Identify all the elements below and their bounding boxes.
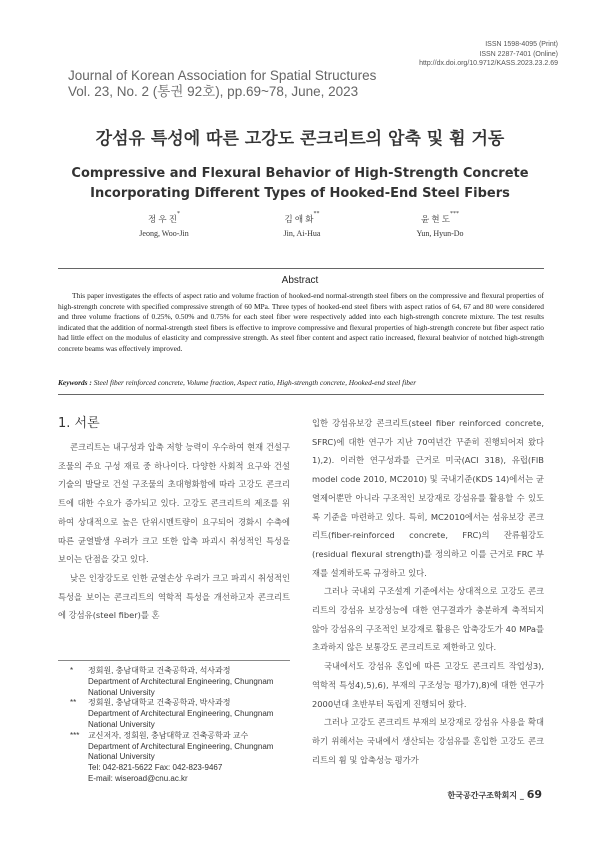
abstract-bottom-rule xyxy=(58,394,544,395)
footnote-2-line2: Department of Architectural Engineering, Chungnam National University xyxy=(88,709,274,729)
footnote-1-line2: Department of Architectural Engineering, Chungnam National University xyxy=(88,676,274,697)
author-2-english: Jin, Ai-Hua xyxy=(283,229,321,238)
author-3-korean: 윤 현 도 xyxy=(421,214,450,224)
title-english xyxy=(0,164,600,204)
footnote-2-line1: 정회원, 충남대학교 건축공학과, 박사과정 xyxy=(88,698,231,708)
left-paragraph-1: 콘크리트는 내구성과 압축 저항 능력이 우수하여 현재 건설구조물의 주요 구성 재료 중 하나이다. 다양한 사회적 요구와 건설기술의 발달로 건설 구조물의 초대형화함에 따라 고강도 콘크리트에 대한 수요가 증가되고 있다. 고강도 콘크리트의 제조를 위하여 상대적으로 높은 단위시멘트량이 요구되어 경화시 수축에 따른 균열발생 우려가 크고 또한 압축 파괴시 취성적인 특성을 보이는 단점을 갖고 있다. xyxy=(58,442,290,565)
journal-header xyxy=(68,68,376,100)
contact-email[interactable]: E-mail: wiseroad@cnu.ac.kr xyxy=(88,773,188,783)
author-3-mark: *** xyxy=(449,211,459,217)
footnote-1 xyxy=(70,666,300,698)
page-footer xyxy=(448,788,542,801)
footnote-1-line1: 정회원, 충남대학교 건축공학과, 석사과정 xyxy=(88,666,231,675)
footnote-1-mark: * xyxy=(70,666,74,675)
author-2 xyxy=(222,213,382,238)
issn-print: ISSN 1598-4095 (Print) xyxy=(485,41,558,48)
author-1-korean: 정 우 진 xyxy=(148,214,177,224)
footnote-2 xyxy=(70,698,300,730)
right-column xyxy=(312,414,544,769)
author-3 xyxy=(360,213,520,238)
abstract-heading: Abstract xyxy=(281,275,319,286)
footnote-3-line1: 교신저자, 정회원, 충남대학교 건축공학과 교수 xyxy=(88,730,249,740)
footnote-3-line2: Department of Architectural Engineering, Chungnam National University xyxy=(88,741,274,762)
footer-journal: 한국공간구조학회지 _ xyxy=(447,791,524,800)
author-2-korean: 김 애 화 xyxy=(284,214,314,224)
title-english-line2: Incorporating Different Types of Hooked-End Steel Fibers xyxy=(90,186,510,201)
section-heading: 1. 서론 xyxy=(58,416,100,431)
contact-tel-fax: Tel: 042-821-5622 Fax: 042-823-9467 xyxy=(88,763,223,773)
author-2-mark: ** xyxy=(313,211,320,217)
abstract-body: This paper investigates the effects of aspect ratio and volume fraction of hooked-end normal-strength steel fibers on the compressive and flexural properties of high-strength concrete with specified compressive strength of 60 MPa. Three types of hooked-end steel fibers with aspect ratios of 64, 67 and 80 were considered and three volume fractions of 0.25%, 0.50% and 0.75% for each steel fiber were respectively added into each high-strength concrete mixture. The test results indicated that the addition of normal-strength steel fibers is effective to improve compressive and flexural properties of high-strength concrete but fiber aspect ratio had little effect on the modulus of elasticity and compressive strength. As steel fiber content and aspect ratio increased, flexural beahvior of notched high-strength concrete beams was effectively improved. xyxy=(58,291,544,353)
left-paragraph-2: 낮은 인장강도로 인한 균열손상 우려가 크고 파괴시 취성적인 특성을 보이는 콘크리트의 역학적 특성을 개선하고자 콘크리트에 강섬유(steel fiber)를 혼 xyxy=(58,572,290,621)
author-1 xyxy=(84,213,244,238)
keywords xyxy=(58,378,544,387)
left-column xyxy=(58,438,290,625)
author-3-english: Yun, Hyun-Do xyxy=(416,229,464,238)
issn-online: ISSN 2287-7401 (Online) xyxy=(479,50,558,58)
author-1-english: Jeong, Woo-Jin xyxy=(139,229,189,238)
page-number: 69 xyxy=(526,788,542,801)
keywords-label: Keywords : xyxy=(58,378,92,387)
footnote-rule xyxy=(58,660,290,661)
footnote-3-mark: *** xyxy=(70,730,80,740)
title-korean: 강섬유 특성에 따른 고강도 콘크리트의 압축 및 휨 거동 xyxy=(95,129,505,149)
author-1-mark: * xyxy=(176,211,180,217)
title-english-line1: Compressive and Flexural Behavior of High-Strength Concrete xyxy=(71,166,529,181)
footnote-2-mark: ** xyxy=(70,698,77,708)
issn-block xyxy=(419,40,558,69)
abstract-top-rule xyxy=(58,268,544,269)
footnote-3 xyxy=(70,731,300,785)
right-paragraph-1: 입한 강섬유보강 콘크리트(steel fiber reinforced concrete, SFRC)에 대한 연구가 지난 70여년간 꾸준히 진행되어져 왔다1),2). 이러한 연구성과를 근거로 미국(ACI 318), 유럽(FIB model code 2010, MC2010) 및 국내기준(KDS 14)에서는 균열제어뿐만 아니라 구조적인 보강재로 강섬유를 활용할 수 있도록 기준을 마련하고 있다. 특히, MC2010에서는 섬유보강 콘크리트(fiber-reinforced concrete, FRC)의 잔류휨강도(residual flexural strength)를 정의하고 이를 근거로 FRC 부재를 설계하도록 규정하고 있다. xyxy=(312,418,544,578)
doi-link[interactable]: http://dx.doi.org/10.9712/KASS.2023.23.2.69 xyxy=(419,60,558,67)
journal-name: Journal of Korean Association for Spatial Structures xyxy=(68,68,377,83)
right-paragraph-2: 그러나 국내외 구조설계 기준에서는 상대적으로 고강도 콘크리트의 강섬유 보강성능에 대한 연구결과가 충분하게 축적되지 않아 강섬유의 구조적인 보강재로 활용은 압축강도가 40 MPa를 초과하지 않은 보통강도 콘크리트로 제한하고 있다. xyxy=(312,586,544,653)
footnotes xyxy=(70,666,300,785)
right-paragraph-3: 국내에서도 강섬유 혼입에 따른 고강도 콘크리트 작업성3), 역학적 특성4),5),6), 부재의 구조성능 평가7),8)에 대한 연구가 2000년대 초반부터 독립게 진행되어 왔다. xyxy=(312,661,544,709)
right-paragraph-4: 그러나 고강도 콘크리트 부재의 보강재로 강섬유 사용을 확대하기 위해서는 국내에서 생산되는 강섬유를 혼입한 고강도 콘크리트의 휨 및 압축성능 평가가 xyxy=(312,717,544,765)
journal-volume: Vol. 23, No. 2 (통권 92호), pp.69~78, June, 2023 xyxy=(68,84,359,99)
keywords-text: Steel fiber reinforced concrete, Volume fraction, Aspect ratio, High-strength concrete, Hooked-end steel fiber xyxy=(93,378,417,387)
